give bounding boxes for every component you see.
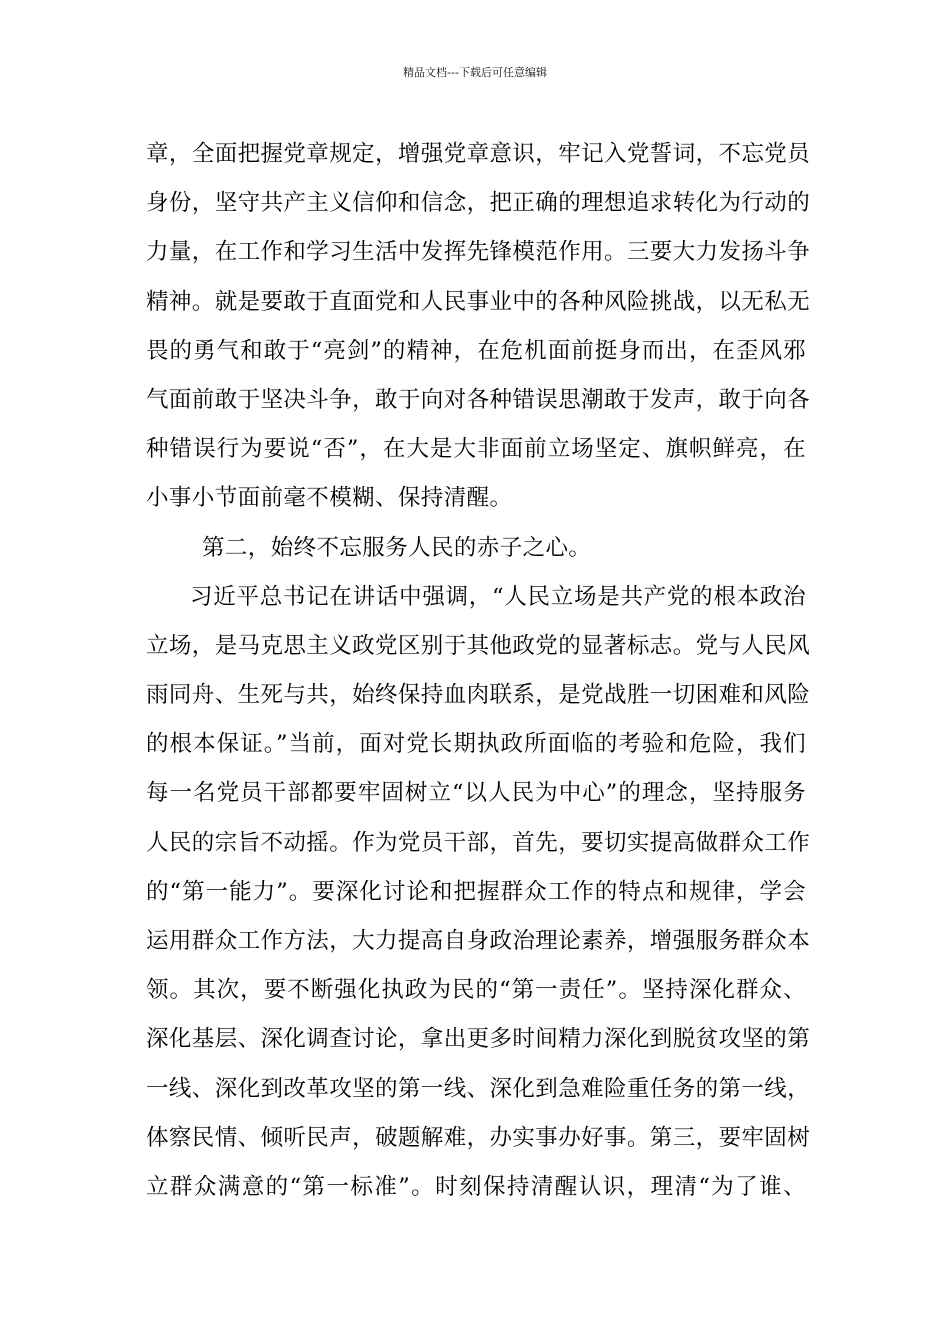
- body-line: 章，全面把握党章规定，增强党章意识，牢记入党誓词，不忘党员: [146, 141, 811, 167]
- body-line: 立群众满意的“第一标准”。时刻保持清醒认识，理清“为了谁、: [146, 1173, 806, 1200]
- section-heading: 第二，始终不忘服务人民的赤子之心。: [202, 534, 592, 561]
- body-line: 身份，坚守共产主义信仰和信念，把正确的理想追求转化为行动的: [146, 190, 811, 217]
- body-line: 种错误行为要说“否”，在大是大非面前立场坚定、旗帜鲜亮，在: [146, 436, 806, 463]
- body-line: 畏的勇气和敢于“亮剑”的精神，在危机面前挺身而出，在歪风邪: [146, 337, 806, 364]
- body-line: 领。其次，要不断强化执政为民的“第一责任”。坚持深化群众、: [146, 977, 806, 1004]
- page-header: 精品文档---下载后可任意编辑: [403, 66, 547, 79]
- body-line: 的“第一能力”。要深化讨论和把握群众工作的特点和规律，学会: [146, 878, 806, 905]
- body-line: 雨同舟、生死与共，始终保持血肉联系，是党战胜一切困难和风险: [146, 682, 811, 709]
- body-line: 立场，是马克思主义政党区别于其他政党的显著标志。党与人民风: [146, 632, 811, 659]
- body-line: 一线、深化到改革攻坚的第一线、深化到急难险重任务的第一线，: [146, 1075, 811, 1102]
- body-line: 小事小节面前毫不模糊、保持清醒。: [146, 485, 513, 512]
- body-line: 习近平总书记在讲话中强调，“人民立场是共产党的根本政治: [190, 583, 806, 610]
- body-line: 的根本保证。”当前，面对党长期执政所面临的考验和危险，我们: [146, 731, 806, 758]
- body-line: 力量，在工作和学习生活中发挥先锋模范作用。三要大力发扬斗争: [146, 239, 811, 266]
- body-line: 体察民情、倾听民声，破题解难，办实事办好事。第三，要牢固树: [146, 1124, 811, 1151]
- document-body: [146, 130, 811, 1212]
- body-line: 气面前敢于坚决斗争，敢于向对各种错误思潮敢于发声，敢于向各: [146, 386, 811, 413]
- body-line: 人民的宗旨不动摇。作为党员干部，首先，要切实提高做群众工作: [146, 829, 811, 856]
- body-line: 精神。就是要敢于直面党和人民事业中的各种风险挑战，以无私无: [146, 288, 811, 315]
- body-line: 深化基层、深化调查讨论，拿出更多时间精力深化到脱贫攻坚的第: [146, 1026, 811, 1053]
- body-line: 运用群众工作方法，大力提高自身政治理论素养，增强服务群众本: [146, 928, 811, 954]
- body-line: 每一名党员干部都要牢固树立“以人民为中心”的理念，坚持服务: [146, 780, 806, 807]
